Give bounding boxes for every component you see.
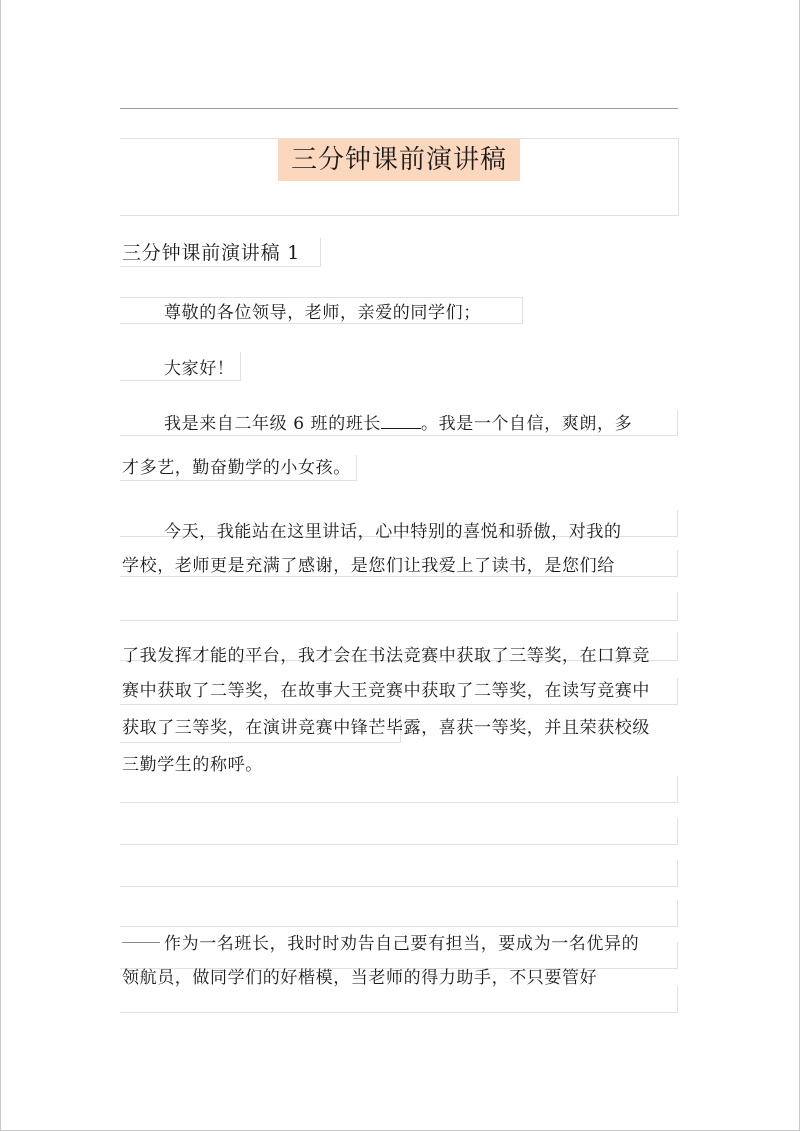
- indent-marker: [122, 942, 160, 943]
- p2-line-3: 了我发挥才能的平台，我才会在书法竞赛中获取了三等奖，在口算竞: [122, 646, 650, 666]
- name-blank: [381, 411, 421, 429]
- section-heading: 三分钟课前演讲稿 1: [122, 242, 301, 264]
- intro-line-2: 才多艺，勤奋勤学的小女孩。: [122, 458, 351, 478]
- p2-line-5: 获取了三等奖，在演讲竞赛中锋芒毕露，喜获一等奖，并且荣获校级: [122, 718, 650, 738]
- header-rule: [120, 108, 678, 109]
- intro-text-b: 。我是一个自信，爽朗，多: [421, 414, 633, 434]
- intro-text-a: 我是来自二年级 6 班的班长: [164, 414, 382, 434]
- p3-box-2: [120, 986, 678, 1013]
- spacer-box-1: [120, 776, 678, 803]
- p2-line-4: 赛中获取了二等奖，在故事大王竞赛中获取了二等奖，在读写竞赛中: [122, 681, 650, 701]
- document-title: 三分钟课前演讲稿: [278, 139, 520, 181]
- spacer-box-2: [120, 818, 678, 845]
- spacer-box-3: [120, 860, 678, 887]
- p3-line-1: 作为一名班长，我时时劝告自己要有担当，要成为一名优异的: [164, 934, 640, 954]
- p3-line-2: 领航员，做同学们的好楷模，当老师的得力助手，不只要管好: [122, 968, 598, 988]
- intro-line-1: [164, 411, 632, 436]
- spacer-box-4: [120, 900, 678, 927]
- hello-line: 大家好！: [164, 359, 235, 379]
- p2-line-6: 三勤学生的称呼。: [122, 755, 263, 775]
- p2-line-1: 今天，我能站在这里讲话，心中特别的喜悦和骄傲，对我的: [164, 522, 622, 542]
- p2-box-3: [120, 592, 678, 621]
- p2-line-2: 学校，老师更是充满了感谢，是您们让我爱上了读书，是您们给: [122, 556, 615, 576]
- greeting-line: 尊敬的各位领导，老师，亲爱的同学们；: [164, 303, 481, 323]
